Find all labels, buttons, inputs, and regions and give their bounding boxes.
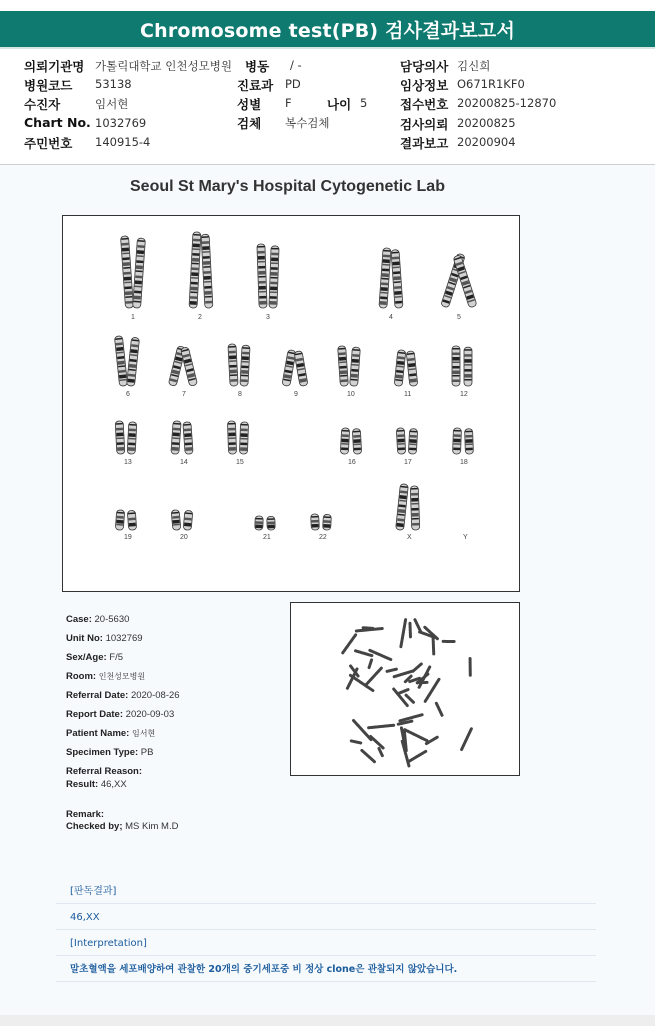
- sexage-label: Sex/Age:: [66, 652, 107, 663]
- chromosome-label-20: 20: [180, 534, 188, 541]
- ward-value: / -: [290, 58, 302, 72]
- resident-value: 140915-4: [95, 135, 151, 149]
- report-date-row: [66, 709, 174, 720]
- report-label: 결과보고: [400, 136, 449, 151]
- receipt-label: 접수번호: [400, 97, 449, 112]
- doctor-value: 김신희: [457, 59, 491, 73]
- footer-band: [0, 1015, 655, 1026]
- case-row: [66, 614, 129, 625]
- request-label: 검사의뢰: [400, 117, 449, 132]
- remark-row: [66, 809, 104, 820]
- metaphase-spread-image: [291, 603, 519, 775]
- chromosome-label-4: 4: [389, 314, 393, 321]
- report-date-label: Report Date:: [66, 709, 124, 720]
- clinical-label: 임상정보: [400, 78, 449, 93]
- room-label: Room:: [66, 671, 97, 682]
- referral-date-label: Referral Date:: [66, 690, 129, 701]
- karyogram-panel: [62, 215, 520, 592]
- chromosome-label-13: 13: [124, 459, 132, 466]
- chromosome-label-19: 19: [124, 534, 132, 541]
- chromosome-label-7: 7: [182, 391, 186, 398]
- resident-label: 주민번호: [24, 136, 73, 151]
- case-label: Case:: [66, 614, 92, 625]
- chromosome-label-3: 3: [266, 314, 270, 321]
- room-value: 인천성모병원: [98, 672, 146, 681]
- checked-value: MS Kim M.D: [125, 821, 179, 832]
- referral-reason-row: [66, 766, 142, 777]
- checked-label: Checked by;: [66, 821, 123, 832]
- doctor-label: 담당의사: [400, 59, 449, 74]
- clinical-value: O671R1KF0: [457, 77, 525, 91]
- sexage-row: [66, 652, 123, 663]
- dept-label: 진료과: [237, 78, 274, 93]
- lab-title: Seoul St Mary's Hospital Cytogenetic Lab: [130, 178, 445, 195]
- report-date-value: 2020-09-03: [125, 709, 175, 720]
- chromosome-label-1: 1: [131, 314, 135, 321]
- chromosome-label-18: 18: [460, 459, 468, 466]
- chromosome-label-15: 15: [236, 459, 244, 466]
- sex-value: F: [285, 96, 292, 110]
- chromosome-label-22: 22: [319, 534, 327, 541]
- case-value: 20-5630: [94, 614, 130, 625]
- chromosome-label-5: 5: [457, 314, 461, 321]
- chromosome-label-14: 14: [180, 459, 188, 466]
- chromosome-label-11: 11: [404, 391, 412, 398]
- chromosome-label-16: 16: [348, 459, 356, 466]
- specimen-value: 복수검체: [285, 116, 330, 130]
- result-value: 46,XX: [100, 779, 127, 790]
- chromosome-label-17: 17: [404, 459, 412, 466]
- room-row: [66, 671, 145, 682]
- chromosome-label-6: 6: [126, 391, 130, 398]
- unit-row: [66, 633, 143, 644]
- unit-label: Unit No:: [66, 633, 103, 644]
- result-row: [66, 779, 127, 790]
- specimen-type-row: [66, 747, 153, 758]
- chromosome-label-12: 12: [460, 391, 468, 398]
- chromosome-label-x: X: [407, 534, 412, 541]
- hospital-code-value: 53138: [95, 77, 132, 91]
- chromosome-label-8: 8: [238, 391, 242, 398]
- patient-info-grid: [0, 52, 655, 164]
- patient-name-row: [66, 728, 155, 739]
- sexage-value: F/5: [109, 652, 124, 663]
- referral-date-row: [66, 690, 180, 701]
- interpretation-header: [Interpretation]: [56, 932, 596, 956]
- interpretation-text: 말초혈액을 세포배양하여 관찰한 20개의 중기세포중 비 정상 clone은 관찰되지 않았습니다.: [56, 958, 596, 982]
- title-divider: [0, 47, 655, 49]
- dept-value: PD: [285, 77, 301, 91]
- referral-date-value: 2020-08-26: [130, 690, 180, 701]
- chromosome-label-2: 2: [198, 314, 202, 321]
- chart-value: 1032769: [95, 116, 147, 130]
- chart-label: Chart No.: [24, 115, 91, 130]
- institution-label: 의뢰기관명: [24, 59, 85, 74]
- age-label: 나이: [327, 97, 352, 112]
- patient-name-value: 임서현: [132, 729, 156, 738]
- checked-row: [66, 821, 178, 832]
- judgement-value: 46,XX: [56, 906, 596, 930]
- report-title: Chromosome test(PB) 검사결과보고서: [0, 11, 655, 47]
- institution-value: 가톨릭대학교 인천성모병원: [95, 59, 232, 73]
- remark-label: Remark:: [66, 809, 105, 820]
- report-value: 20200904: [457, 135, 516, 149]
- specimen-type-label: Specimen Type:: [66, 747, 139, 758]
- ward-label: 병동: [245, 59, 270, 74]
- age-value: 5: [360, 96, 368, 110]
- patient-label: 수진자: [24, 97, 61, 112]
- referral-reason-label: Referral Reason:: [66, 766, 143, 777]
- specimen-type-value: PB: [140, 747, 154, 758]
- receipt-value: 20200825-12870: [457, 96, 557, 110]
- chromosome-label-21: 21: [263, 534, 271, 541]
- metaphase-panel: [290, 602, 520, 776]
- unit-value: 1032769: [105, 633, 143, 644]
- hospital-code-label: 병원코드: [24, 78, 73, 93]
- specimen-label: 검체: [237, 116, 262, 131]
- chromosome-label-9: 9: [294, 391, 298, 398]
- judgement-header: [판독결과]: [56, 880, 596, 904]
- chromosome-label-10: 10: [347, 391, 355, 398]
- request-value: 20200825: [457, 116, 516, 130]
- patient-value: 임서현: [95, 97, 129, 111]
- chromosome-label-y: Y: [463, 534, 468, 541]
- patient-name-label: Patient Name:: [66, 728, 130, 739]
- sex-label: 성별: [237, 97, 262, 112]
- result-label: Result:: [66, 779, 99, 790]
